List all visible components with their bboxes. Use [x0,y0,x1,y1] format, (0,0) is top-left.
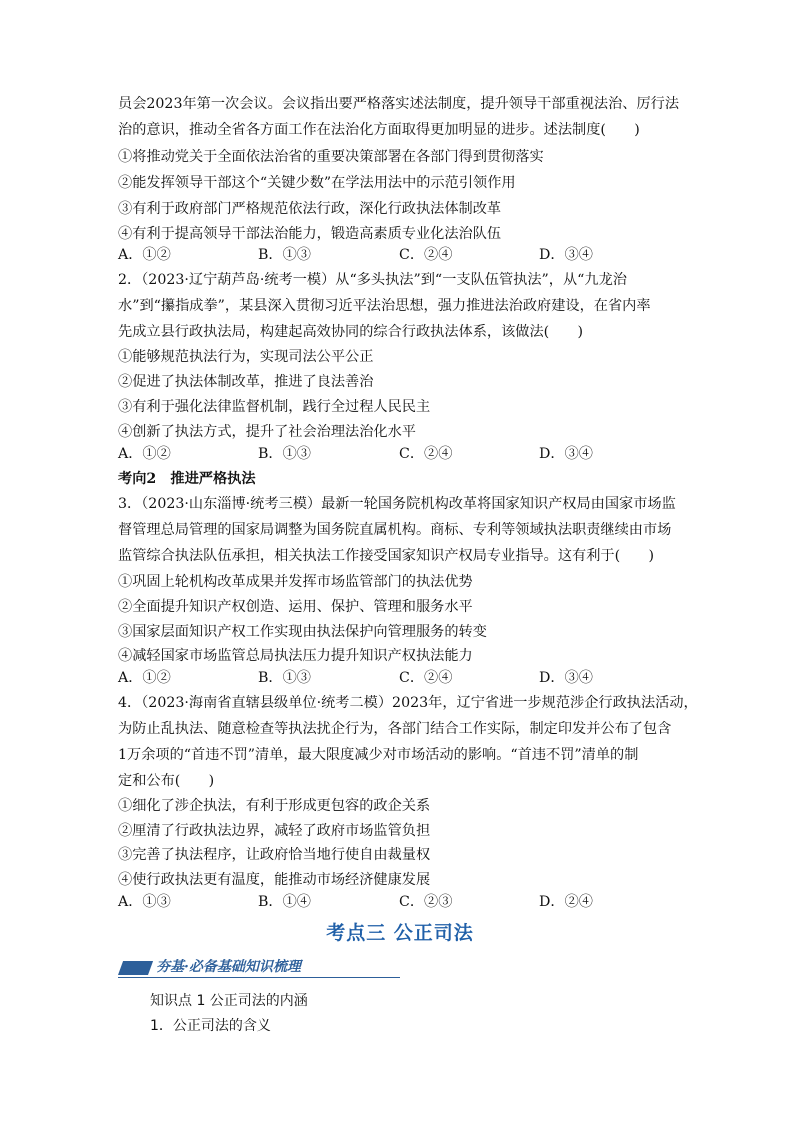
q2-choice-1: ①能够规范执法行为，实现司法公平公正 [118,349,374,365]
q3-choice-3: ③国家层面知识产权工作实现由执法保护向管理服务的转变 [118,624,487,640]
q1-choice-2: ②能发挥领导干部这个“关键少数”在学法用法中的示范引领作用 [118,175,516,191]
q2-choice-2: ②促进了执法体制改革，推进了良法善治 [118,374,374,390]
q3-choice-1: ①巩固上轮机构改革成果并发挥市场监管部门的执法优势 [118,574,473,590]
q4-line-3: 1万余项的“首违不罚”清单，最大限度减少对市场活动的影响。“首违不罚”清单的制 [118,747,639,763]
q1-choice-1: ①将推动党关于全面依法治省的重要决策部署在各部门得到贯彻落实 [118,149,544,165]
q4-choice-1: ①细化了涉企执法，有利于形成更包容的政企关系 [118,798,431,814]
q2-choice-4: ④创新了执法方式，提升了社会治理法治化水平 [118,424,416,440]
q4-option-d: D．②④ [539,894,593,910]
q3-choice-4: ④减轻国家市场监管总局执法压力提升知识产权执法能力 [118,648,473,664]
q2-choice-3: ③有利于强化法律监督机制，践行全过程人民民主 [118,399,431,415]
q2-option-c: C．②④ [399,446,453,462]
section-banner [118,955,400,978]
q1-line-2: 治的意识，推动全省各方面工作在法治化方面取得更加明显的进步。述法制度( ) [118,122,640,138]
q1-option-b: B．①③ [258,247,311,263]
q3-line-1: 3．（2023·山东淄博·统考三模）最新一轮国务院机构改革将国家知识产权局由国家市场监 [118,496,676,512]
knowledge-point-heading: 知识点 1 公正司法的内涵 [150,993,308,1009]
banner-bar-decoration [118,961,153,975]
q3-option-b: B．①③ [258,670,311,686]
q4-choice-2: ②厘清了行政执法边界，减轻了政府市场监管负担 [118,823,431,839]
q3-option-c: C．②④ [399,670,453,686]
q4-line-4: 定和公布( ) [118,773,215,789]
section-title: 考点三 公正司法 [326,922,474,944]
q2-option-b: B．①③ [258,446,311,462]
q4-option-c: C．②③ [399,894,453,910]
q3-choice-2: ②全面提升知识产权创造、运用、保护、管理和服务水平 [118,599,473,615]
q3-option-a: A．①② [118,670,171,686]
q2-option-d: D．③④ [539,446,593,462]
q1-choice-4: ④有利于提高领导干部法治能力，锻造高素质专业化法治队伍 [118,226,502,242]
q4-choice-3: ③完善了执法程序，让政府恰当地行使自由裁量权 [118,847,431,863]
q4-option-b: B．①④ [258,894,311,910]
q4-line-1: 4．（2023·海南省直辖县级单位·统考二模）2023年，辽宁省进一步规范涉企行政执法活动， [118,695,698,711]
q2-options [118,444,638,464]
q1-option-d: D．③④ [539,247,593,263]
banner-text: 夯基·必备基础知识梳理 [156,959,301,975]
q4-line-2: 为防止乱执法、随意检查等执法扰企行为，各部门结合工作实际，制定印发并公布了包含 [118,721,672,737]
q4-options [118,892,638,912]
q1-option-a: A．①② [118,247,171,263]
q3-line-3: 监管综合执法队伍承担，相关执法工作接受国家知识产权局专业指导。这有利于( ) [118,548,655,564]
q4-option-a: A．①③ [118,894,171,910]
q1-option-c: C．②④ [399,247,453,263]
q1-options [118,245,638,265]
q4-choice-4: ④使行政执法更有温度，能推动市场经济健康发展 [118,872,431,888]
q1-choice-3: ③有利于政府部门严格规范依法行政，深化行政执法体制改革 [118,201,502,217]
q3-option-d: D．③④ [539,670,593,686]
q2-line-3: 先成立县行政执法局，构建起高效协同的综合行政执法体系，该做法( ) [118,324,584,340]
direction-heading: 考向2 推进严格执法 [118,471,256,487]
knowledge-sub-item: 1．公正司法的含义 [150,1018,271,1034]
q3-options [118,668,638,688]
q1-line-1: 员会2023年第一次会议。会议指出要严格落实述法制度，提升领导干部重视法治、厉行法 [118,96,680,112]
q3-line-2: 督管理总局管理的国家局调整为国务院直属机构。商标、专利等领域执法职责继续由市场 [118,522,672,538]
q2-line-2: 水”到“攥指成拳”，某县深入贯彻习近平法治思想，强力推进法治政府建设，在省内率 [118,298,651,314]
q2-option-a: A．①② [118,446,171,462]
q2-line-1: 2．（2023·辽宁葫芦岛·统考一模）从“多头执法”到“一支队伍管执法”，从“九龙治 [118,272,627,288]
